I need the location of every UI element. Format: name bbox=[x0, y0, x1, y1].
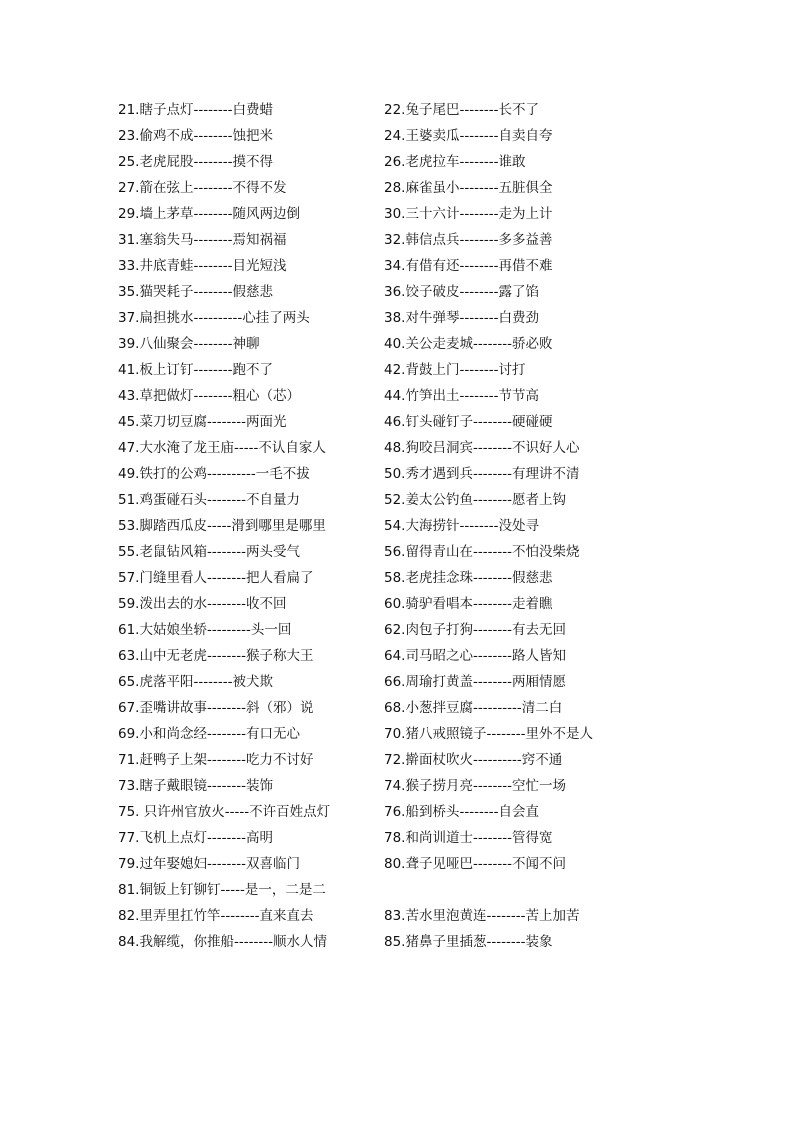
list-row bbox=[118, 617, 738, 643]
item-text: 我解缆，你推船--------顺水人情 bbox=[139, 934, 327, 950]
item-text: 背鼓上门--------讨打 bbox=[405, 362, 526, 378]
list-item bbox=[118, 461, 310, 487]
list-item bbox=[118, 331, 259, 357]
list-row bbox=[118, 409, 738, 435]
item-number: 21. bbox=[118, 102, 140, 118]
list-item bbox=[384, 123, 552, 149]
item-number: 64. bbox=[384, 648, 406, 664]
item-text: 塞翁失马--------焉知祸福 bbox=[139, 232, 287, 248]
item-text: 麻雀虽小--------五脏俱全 bbox=[405, 180, 553, 196]
list-row bbox=[118, 331, 738, 357]
list-item bbox=[384, 591, 552, 617]
list-row bbox=[118, 461, 738, 487]
item-number: 52. bbox=[384, 492, 406, 508]
item-number: 75. bbox=[118, 804, 140, 820]
item-text: 八仙聚会--------神聊 bbox=[139, 336, 260, 352]
item-text: 关公走麦城--------骄必败 bbox=[405, 336, 553, 352]
list-row bbox=[118, 825, 738, 851]
item-number: 44. bbox=[384, 388, 406, 404]
list-row bbox=[118, 565, 738, 591]
item-text: 大姑娘坐轿---------头一回 bbox=[139, 622, 292, 638]
item-text: 老虎挂念珠--------假慈悲 bbox=[405, 570, 553, 586]
item-text: 有借有还--------再借不难 bbox=[405, 258, 553, 274]
item-text: 猴子捞月亮--------空忙一场 bbox=[405, 778, 566, 794]
item-text: 对牛弹琴--------白费劲 bbox=[405, 310, 539, 326]
list-row bbox=[118, 383, 738, 409]
item-number: 78. bbox=[384, 830, 406, 846]
list-item bbox=[118, 643, 313, 669]
item-number: 45. bbox=[118, 414, 140, 430]
list-item bbox=[118, 565, 313, 591]
list-item bbox=[384, 227, 552, 253]
list-item bbox=[384, 617, 566, 643]
list-item bbox=[118, 669, 273, 695]
list-item bbox=[118, 97, 273, 123]
list-item bbox=[118, 747, 313, 773]
item-text: 脚踏西瓜皮-----滑到哪里是哪里 bbox=[139, 518, 326, 534]
list-item bbox=[384, 799, 539, 825]
item-text: 草把做灯--------粗心（芯） bbox=[139, 388, 300, 404]
list-item bbox=[384, 357, 525, 383]
list-item bbox=[118, 799, 330, 825]
list-item bbox=[118, 591, 286, 617]
item-text: 扁担挑水----------心挂了两头 bbox=[139, 310, 310, 326]
list-item bbox=[384, 487, 566, 513]
list-row bbox=[118, 279, 738, 305]
item-number: 49. bbox=[118, 466, 140, 482]
item-number: 73. bbox=[118, 778, 140, 794]
item-text: 泼出去的水--------收不回 bbox=[139, 596, 287, 612]
item-text: 墙上茅草--------随风两边倒 bbox=[139, 206, 300, 222]
list-item bbox=[384, 539, 579, 565]
item-text: 苦水里泡黄连--------苦上加苦 bbox=[405, 908, 580, 924]
item-number: 66. bbox=[384, 674, 406, 690]
item-number: 43. bbox=[118, 388, 140, 404]
item-text: 周瑜打黄盖--------两厢情愿 bbox=[405, 674, 566, 690]
item-number: 26. bbox=[384, 154, 406, 170]
list-item bbox=[118, 253, 286, 279]
list-item bbox=[118, 305, 310, 331]
item-text: 门缝里看人--------把人看扁了 bbox=[139, 570, 314, 586]
item-number: 50. bbox=[384, 466, 406, 482]
item-text: 骑驴看唱本--------走着瞧 bbox=[405, 596, 553, 612]
item-number: 83. bbox=[384, 908, 406, 924]
list-item bbox=[384, 201, 552, 227]
list-row bbox=[118, 357, 738, 383]
list-item bbox=[118, 123, 273, 149]
item-number: 57. bbox=[118, 570, 140, 586]
item-number: 40. bbox=[384, 336, 406, 352]
item-number: 28. bbox=[384, 180, 406, 196]
item-text: 老虎拉车--------谁敢 bbox=[405, 154, 526, 170]
list-item bbox=[384, 747, 562, 773]
list-item bbox=[384, 149, 525, 175]
item-text: 韩信点兵--------多多益善 bbox=[405, 232, 553, 248]
item-number: 48. bbox=[384, 440, 406, 456]
item-number: 38. bbox=[384, 310, 406, 326]
item-text: 王婆卖瓜--------自卖自夸 bbox=[405, 128, 553, 144]
item-number: 39. bbox=[118, 336, 140, 352]
list-item bbox=[384, 513, 539, 539]
item-text: 只许州官放火-----不许百姓点灯 bbox=[139, 804, 331, 820]
item-text: 菜刀切豆腐--------两面光 bbox=[139, 414, 287, 430]
list-item bbox=[384, 97, 539, 123]
item-text: 姜太公钓鱼--------愿者上钩 bbox=[405, 492, 566, 508]
list-item bbox=[118, 357, 273, 383]
item-text: 饺子破皮--------露了馅 bbox=[405, 284, 539, 300]
item-text: 猪鼻子里插葱--------装象 bbox=[405, 934, 553, 950]
list-item bbox=[384, 825, 552, 851]
list-item bbox=[384, 643, 566, 669]
item-number: 27. bbox=[118, 180, 140, 196]
item-text: 铁打的公鸡----------一毛不拔 bbox=[139, 466, 310, 482]
list-item bbox=[118, 877, 326, 903]
item-number: 82. bbox=[118, 908, 140, 924]
list-item bbox=[384, 279, 539, 305]
item-text: 老鼠钻风箱--------两头受气 bbox=[139, 544, 300, 560]
item-text: 大水淹了龙王庙-----不认自家人 bbox=[139, 440, 326, 456]
item-number: 55. bbox=[118, 544, 140, 560]
item-number: 25. bbox=[118, 154, 140, 170]
list-item bbox=[118, 513, 326, 539]
item-number: 22. bbox=[384, 102, 406, 118]
list-row bbox=[118, 669, 738, 695]
item-text: 虎落平阳--------被犬欺 bbox=[139, 674, 273, 690]
list-row bbox=[118, 747, 738, 773]
list-item bbox=[384, 331, 552, 357]
list-row bbox=[118, 435, 738, 461]
list-row bbox=[118, 695, 738, 721]
list-item bbox=[384, 565, 552, 591]
item-number: 23. bbox=[118, 128, 140, 144]
item-text: 肉包子打狗--------有去无回 bbox=[405, 622, 566, 638]
list-item bbox=[118, 721, 300, 747]
item-text: 瞎子点灯--------白费蜡 bbox=[139, 102, 273, 118]
list-row bbox=[118, 851, 738, 877]
item-text: 飞机上点灯--------高明 bbox=[139, 830, 273, 846]
list-row bbox=[118, 201, 738, 227]
list-item bbox=[384, 773, 566, 799]
item-number: 34. bbox=[384, 258, 406, 274]
item-number: 32. bbox=[384, 232, 406, 248]
item-text: 竹笋出土--------节节高 bbox=[405, 388, 539, 404]
list-row bbox=[118, 721, 738, 747]
item-number: 56. bbox=[384, 544, 406, 560]
list-row bbox=[118, 305, 738, 331]
item-number: 41. bbox=[118, 362, 140, 378]
item-number: 77. bbox=[118, 830, 140, 846]
list-item bbox=[118, 383, 300, 409]
item-number: 46. bbox=[384, 414, 406, 430]
list-row bbox=[118, 487, 738, 513]
item-text: 秀才遇到兵--------有理讲不清 bbox=[405, 466, 580, 482]
list-row bbox=[118, 799, 738, 825]
list-item bbox=[118, 227, 286, 253]
item-number: 65. bbox=[118, 674, 140, 690]
item-number: 30. bbox=[384, 206, 406, 222]
list-row bbox=[118, 929, 738, 955]
list-item bbox=[118, 929, 327, 955]
list-item bbox=[118, 617, 291, 643]
list-item bbox=[384, 721, 593, 747]
item-number: 35. bbox=[118, 284, 140, 300]
item-text: 司马昭之心--------路人皆知 bbox=[405, 648, 566, 664]
item-text: 瞎子戴眼镜--------装饰 bbox=[139, 778, 273, 794]
list-item bbox=[384, 903, 579, 929]
item-text: 里弄里扛竹竿--------直来直去 bbox=[139, 908, 314, 924]
list-item bbox=[384, 409, 552, 435]
item-text: 老虎屁股--------摸不得 bbox=[139, 154, 273, 170]
item-text: 井底青蛙--------目光短浅 bbox=[139, 258, 287, 274]
list-item bbox=[118, 773, 273, 799]
item-number: 42. bbox=[384, 362, 406, 378]
item-number: 59. bbox=[118, 596, 140, 612]
item-number: 62. bbox=[384, 622, 406, 638]
list-row bbox=[118, 591, 738, 617]
item-number: 74. bbox=[384, 778, 406, 794]
item-text: 和尚训道士--------管得宽 bbox=[405, 830, 553, 846]
item-number: 85. bbox=[384, 934, 406, 950]
list-row bbox=[118, 227, 738, 253]
list-item bbox=[384, 383, 539, 409]
list-row bbox=[118, 123, 738, 149]
item-text: 船到桥头--------自会直 bbox=[405, 804, 539, 820]
list-item bbox=[118, 825, 273, 851]
item-number: 58. bbox=[384, 570, 406, 586]
item-text: 山中无老虎--------猴子称大王 bbox=[139, 648, 314, 664]
list-item bbox=[118, 409, 286, 435]
item-text: 鸡蛋碰石头--------不自量力 bbox=[139, 492, 300, 508]
item-text: 猪八戒照镜子--------里外不是人 bbox=[405, 726, 593, 742]
list-row bbox=[118, 175, 738, 201]
item-text: 板上订钉--------跑不了 bbox=[139, 362, 273, 378]
list-item bbox=[118, 175, 286, 201]
item-number: 37. bbox=[118, 310, 140, 326]
item-number: 36. bbox=[384, 284, 406, 300]
item-text: 聋子见哑巴--------不闻不问 bbox=[405, 856, 566, 872]
list-item bbox=[384, 929, 552, 955]
item-number: 33. bbox=[118, 258, 140, 274]
list-row bbox=[118, 877, 738, 903]
item-number: 76. bbox=[384, 804, 406, 820]
item-text: 小葱拌豆腐----------清二白 bbox=[405, 700, 563, 716]
item-number: 79. bbox=[118, 856, 140, 872]
list-row bbox=[118, 97, 738, 123]
item-number: 53. bbox=[118, 518, 140, 534]
item-number: 84. bbox=[118, 934, 140, 950]
item-number: 51. bbox=[118, 492, 140, 508]
list-item bbox=[118, 435, 326, 461]
list-item bbox=[384, 305, 539, 331]
item-text: 箭在弦上--------不得不发 bbox=[139, 180, 287, 196]
list-item bbox=[384, 175, 552, 201]
xiehouyu-list bbox=[118, 97, 738, 955]
list-item bbox=[384, 253, 552, 279]
list-item bbox=[384, 435, 579, 461]
list-row bbox=[118, 643, 738, 669]
item-number: 68. bbox=[384, 700, 406, 716]
item-text: 留得青山在--------不怕没柴烧 bbox=[405, 544, 580, 560]
item-number: 80. bbox=[384, 856, 406, 872]
item-text: 狗咬吕洞宾--------不识好人心 bbox=[405, 440, 580, 456]
item-text: 钉头碰钉子--------硬碰硬 bbox=[405, 414, 553, 430]
item-number: 72. bbox=[384, 752, 406, 768]
item-text: 兔子尾巴--------长不了 bbox=[405, 102, 539, 118]
item-number: 24. bbox=[384, 128, 406, 144]
item-number: 61. bbox=[118, 622, 140, 638]
item-number: 63. bbox=[118, 648, 140, 664]
item-number: 70. bbox=[384, 726, 406, 742]
item-number: 60. bbox=[384, 596, 406, 612]
item-number: 67. bbox=[118, 700, 140, 716]
item-number: 31. bbox=[118, 232, 140, 248]
list-row bbox=[118, 903, 738, 929]
list-item bbox=[118, 201, 300, 227]
list-row bbox=[118, 539, 738, 565]
item-text: 赶鸭子上架--------吃力不讨好 bbox=[139, 752, 314, 768]
item-text: 擀面杖吹火----------窍不通 bbox=[405, 752, 563, 768]
list-item bbox=[118, 279, 273, 305]
item-text: 偷鸡不成--------蚀把米 bbox=[139, 128, 273, 144]
item-number: 71. bbox=[118, 752, 140, 768]
item-number: 81. bbox=[118, 882, 140, 898]
item-text: 歪嘴讲故事--------斜（邪）说 bbox=[139, 700, 314, 716]
list-item bbox=[118, 695, 313, 721]
list-item bbox=[384, 461, 579, 487]
item-number: 29. bbox=[118, 206, 140, 222]
list-item bbox=[118, 487, 300, 513]
list-item bbox=[118, 539, 300, 565]
item-text: 过年娶媳妇--------双喜临门 bbox=[139, 856, 300, 872]
item-text: 铜钣上钉铆钉-----是一，二是二 bbox=[139, 882, 326, 898]
item-text: 三十六计--------走为上计 bbox=[405, 206, 553, 222]
list-item bbox=[118, 149, 273, 175]
list-item bbox=[118, 903, 313, 929]
item-number: 54. bbox=[384, 518, 406, 534]
list-item bbox=[384, 669, 566, 695]
list-row bbox=[118, 253, 738, 279]
item-text: 猫哭耗子--------假慈悲 bbox=[139, 284, 273, 300]
list-row bbox=[118, 513, 738, 539]
list-row bbox=[118, 149, 738, 175]
item-text: 大海捞针--------没处寻 bbox=[405, 518, 539, 534]
item-text: 小和尚念经--------有口无心 bbox=[139, 726, 300, 742]
list-item bbox=[384, 851, 566, 877]
list-row bbox=[118, 773, 738, 799]
list-item bbox=[384, 695, 562, 721]
list-item bbox=[118, 851, 300, 877]
item-number: 47. bbox=[118, 440, 140, 456]
item-number: 69. bbox=[118, 726, 140, 742]
